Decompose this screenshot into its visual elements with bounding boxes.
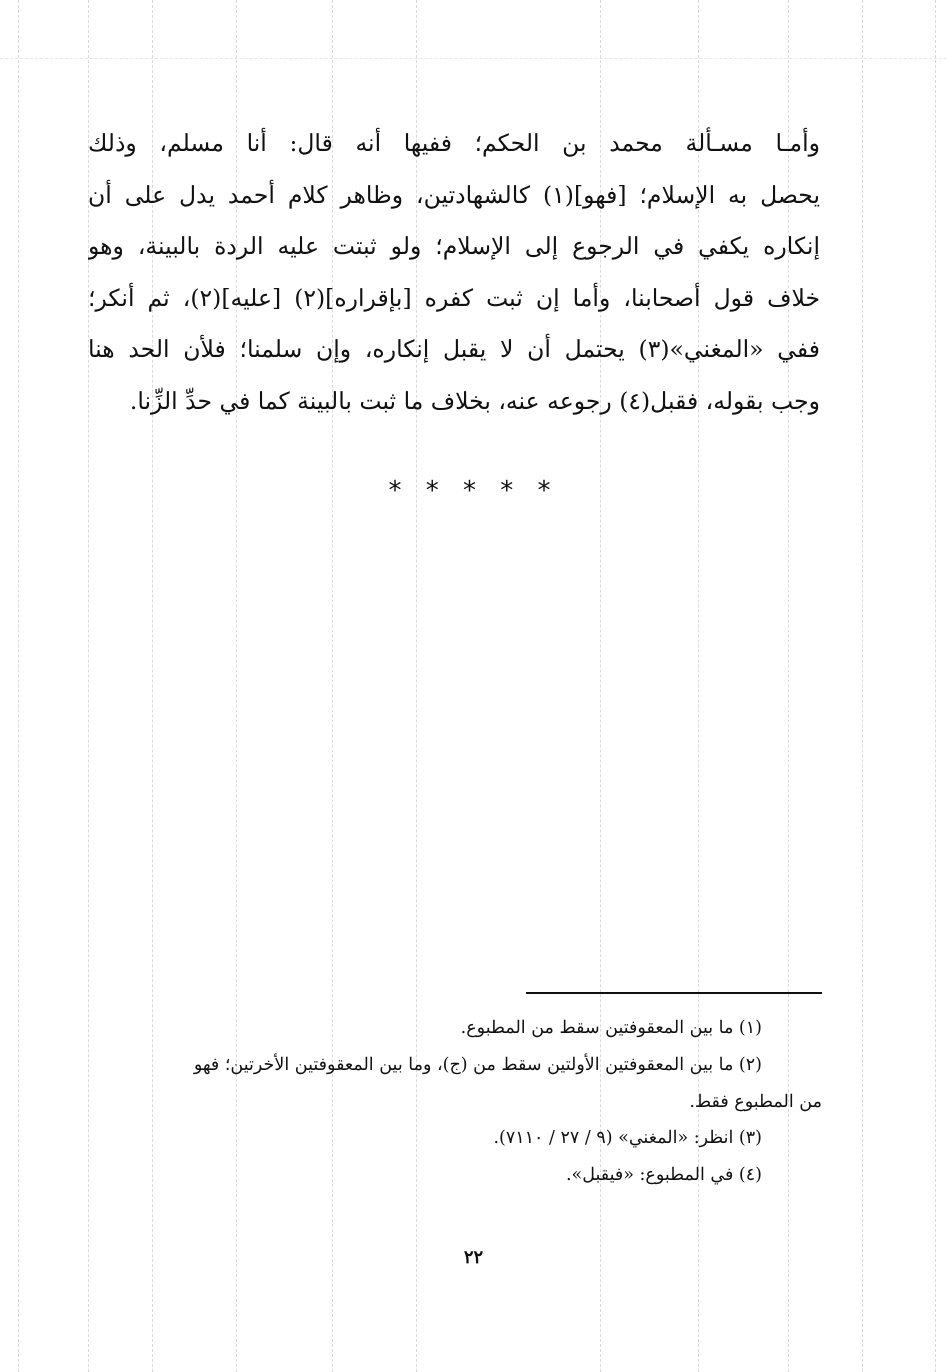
scan-guide-line <box>18 0 19 1372</box>
footnotes <box>86 1010 822 1194</box>
main-paragraph <box>88 118 820 427</box>
paragraph-line: إنكاره يكفي في الرجوع إلى الإسلام؛ ولو ثبتت عليه الردة بالبينة، وهو <box>88 232 820 260</box>
section-separator: * * * * * <box>388 476 559 506</box>
page-number: ٢٢ <box>463 1247 484 1268</box>
footnote-item: (٢) ما بين المعقوفتين الأولتين سقط من (ج)، وما بين المعقوفتين الأخرتين؛ فهو <box>193 1055 762 1075</box>
footnote-item: (٣) انظر: «المغني» (٩ / ٢٧ / ٧١١٠). <box>493 1128 762 1148</box>
paragraph-line: وجب بقوله، فقبل(٤) رجوعه عنه، بخلاف ما ثبت بالبينة كما في حدِّ الزِّنا. <box>129 386 820 415</box>
scan-guide-line <box>862 0 863 1372</box>
scan-guide-line <box>0 58 947 59</box>
footnote-divider <box>526 992 822 994</box>
paragraph-line: وأمـا مسـألة محمد بن الحكم؛ ففيها أنه قال: أنا مسلم، وذلك <box>88 129 820 157</box>
paragraph-line: ففي «المغني»(٣) يحتمل أن لا يقبل إنكاره، وإن سلمنا؛ فلأن الحد هنا <box>88 335 820 363</box>
scan-guide-line <box>935 0 936 1372</box>
footnote-item: (١) ما بين المعقوفتين سقط من المطبوع. <box>460 1018 762 1038</box>
paragraph-line: يحصل به الإسلام؛ [فهو](١) كالشهادتين، وظاهر كلام أحمد يدل على أن <box>88 180 820 209</box>
footnote-item: (٤) في المطبوع: «فيقبل». <box>565 1165 762 1185</box>
paragraph-line: خلاف قول أصحابنا، وأما إن ثبت كفره [بإقراره](٢) [عليه](٢)، ثم أنكر؛ <box>88 283 820 312</box>
footnote-continuation: من المطبوع فقط. <box>689 1092 822 1112</box>
